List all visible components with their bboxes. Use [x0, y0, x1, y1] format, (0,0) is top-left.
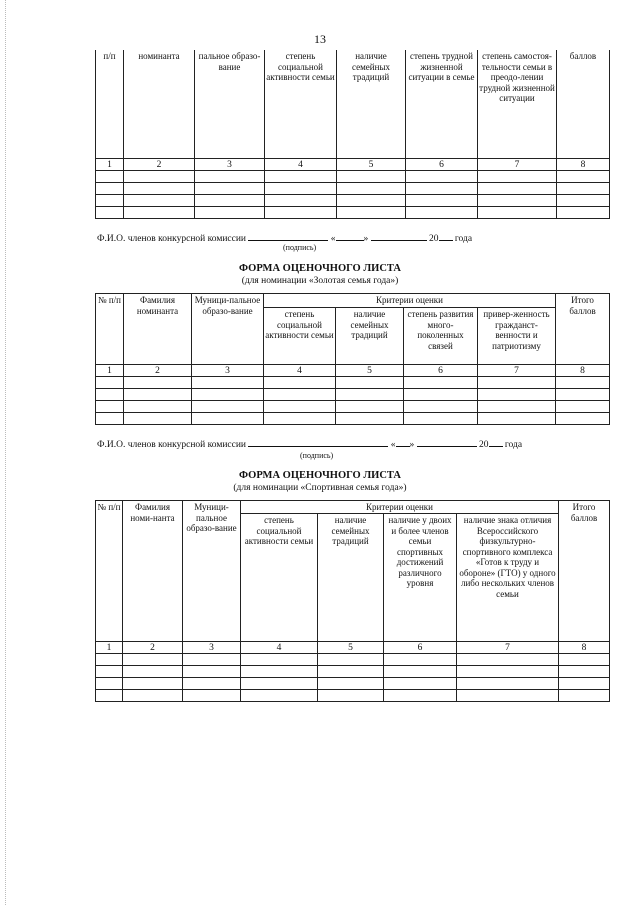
t2-subheader-cell: степень развития много-поколенных связей [404, 308, 478, 365]
t1-header-cell: номинанта [124, 50, 195, 158]
table-row [96, 690, 610, 702]
table-row [96, 654, 610, 666]
t2-number-cell: 2 [124, 365, 192, 377]
table-1-header-row [96, 50, 610, 158]
page-edge-line [5, 0, 6, 905]
t3-number-cell: 7 [457, 642, 559, 654]
signature-label: Ф.И.О. членов конкурсной комиссии [97, 234, 247, 244]
t1-number-cell: 6 [406, 158, 478, 170]
form-2-subtitle: (для номинации «Золотая семья года») [241, 276, 399, 286]
t3-number-cell: 8 [559, 642, 610, 654]
t2-number-cell: 3 [192, 365, 264, 377]
table-row [96, 194, 610, 206]
signature-line-1: Ф.И.О. членов конкурсной комиссии « » 20 года [97, 231, 472, 244]
table-3-header-row [96, 501, 610, 514]
table-row [96, 401, 610, 413]
t3-number-cell: 6 [384, 642, 457, 654]
t2-number-cell: 7 [478, 365, 556, 377]
t2-col-name: Фамилия номинанта [124, 294, 192, 365]
t1-header-cell: наличие семейных традиций [337, 50, 406, 158]
signature-caption-2: (подпись) [300, 451, 334, 460]
t1-header-cell: п/п [96, 50, 124, 158]
signature-line-2: Ф.И.О. членов конкурсной комиссии « » 20 года [97, 437, 522, 450]
t2-number-cell: 4 [264, 365, 336, 377]
t1-header-cell: баллов [557, 50, 610, 158]
signature-label: Ф.И.О. членов конкурсной комиссии [97, 440, 247, 450]
t3-subheader-cell: наличие у двоих и более членов семьи спортивных достижений различного уровня [384, 514, 457, 642]
t2-subheader-cell: наличие семейных традиций [336, 308, 404, 365]
t1-header-cell: степень трудной жизненной ситуации в семье [406, 50, 478, 158]
t1-number-cell: 5 [337, 158, 406, 170]
t3-number-cell: 3 [183, 642, 241, 654]
table-row [96, 206, 610, 218]
t3-number-cell: 5 [318, 642, 384, 654]
t3-number-cell: 1 [96, 642, 123, 654]
t1-number-cell: 7 [478, 158, 557, 170]
t1-number-cell: 3 [195, 158, 265, 170]
table-3-number-row [96, 642, 610, 654]
form-3-subtitle: (для номинации «Спортивная семья года») [233, 483, 407, 493]
signature-caption-1: (подпись) [283, 243, 317, 252]
t3-col-municipality: Муници-пальное образо-вание [183, 501, 241, 642]
t3-criteria-header: Критерии оценки [241, 501, 559, 514]
t2-col-municipality: Муници-пальное образо-вание [192, 294, 264, 365]
t2-subheader-cell: привер-женность гражданст-венности и патриотизму [478, 308, 556, 365]
t3-col-number: № п/п [96, 501, 123, 642]
t1-header-cell: пальное образо-вание [195, 50, 265, 158]
table-1 [95, 50, 610, 219]
t2-col-total: Итого баллов [556, 294, 610, 365]
t1-number-cell: 4 [265, 158, 337, 170]
form-2-title: ФОРМА ОЦЕНОЧНОГО ЛИСТА [239, 263, 401, 274]
table-row [96, 678, 610, 690]
table-row [96, 170, 610, 182]
t2-criteria-header: Критерии оценки [264, 294, 556, 308]
table-2-header-row [96, 294, 610, 308]
t1-header-cell: степень самостоя-тельности семьи в преодо-лении трудной жизненной ситуации [478, 50, 557, 158]
page-number: 13 [314, 32, 326, 46]
t3-number-cell: 4 [241, 642, 318, 654]
table-row [96, 666, 610, 678]
table-row [96, 377, 610, 389]
table-2-number-row [96, 365, 610, 377]
t2-col-number: № п/п [96, 294, 124, 365]
t3-col-total: Итого баллов [559, 501, 610, 642]
t1-number-cell: 1 [96, 158, 124, 170]
t3-number-cell: 2 [123, 642, 183, 654]
t1-number-cell: 2 [124, 158, 195, 170]
table-row [96, 413, 610, 425]
table-1-number-row [96, 158, 610, 170]
t3-subheader-cell: степень социальной активности семьи [241, 514, 318, 642]
t1-number-cell: 8 [557, 158, 610, 170]
t2-subheader-cell: степень социальной активности семьи [264, 308, 336, 365]
t3-subheader-cell: наличие семейных традиций [318, 514, 384, 642]
t2-number-cell: 6 [404, 365, 478, 377]
table-2 [95, 293, 610, 425]
t1-header-cell: степень социальной активности семьи [265, 50, 337, 158]
table-row [96, 389, 610, 401]
form-3-title: ФОРМА ОЦЕНОЧНОГО ЛИСТА [239, 470, 401, 481]
t3-subheader-cell: наличие знака отличия Всероссийского физкультурно-спортивного комплекса «Готов к труду и обороне» (ГТО) у одного либо нескольких членов семьи [457, 514, 559, 642]
t2-number-cell: 1 [96, 365, 124, 377]
table-3 [95, 500, 610, 702]
table-row [96, 182, 610, 194]
t3-col-name: Фамилия номи-нанта [123, 501, 183, 642]
t2-number-cell: 8 [556, 365, 610, 377]
t2-number-cell: 5 [336, 365, 404, 377]
